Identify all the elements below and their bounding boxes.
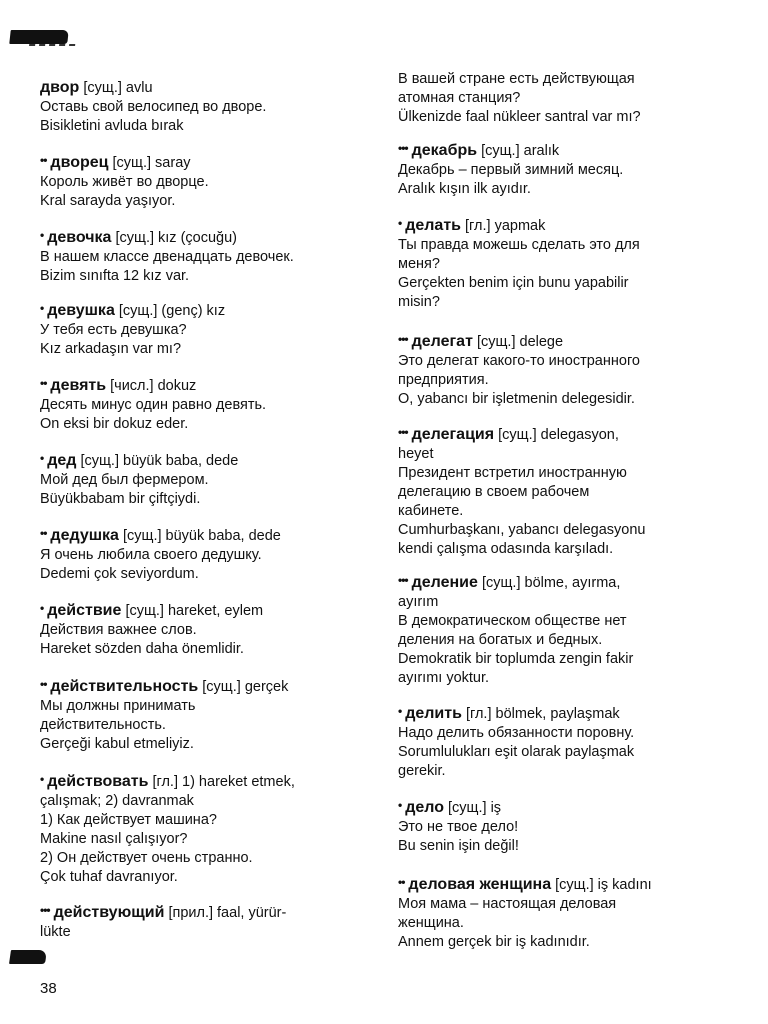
example-line: Это не твое дело!	[398, 819, 519, 835]
grammar-label: [гл.]	[465, 706, 492, 722]
example-line: Король живёт во дворце.	[40, 174, 209, 190]
example-line: Gerçeği kabul etmeliyiz.	[40, 736, 194, 752]
example-line: Annem gerçek bir iş kadınıdır.	[398, 934, 590, 950]
dictionary-entry	[40, 903, 385, 942]
example-line: Hareket sözden daha önemlidir.	[40, 641, 244, 657]
grammar-label: [сущ.]	[122, 528, 162, 544]
entry-headline	[40, 451, 385, 471]
dictionary-entry	[398, 332, 738, 409]
grammar-label: [гл.]	[152, 774, 178, 790]
dictionary-entry	[398, 573, 738, 688]
example-line: heyet	[398, 446, 434, 462]
headword: действовать	[47, 773, 149, 790]
frequency-marker: •••	[398, 425, 408, 439]
example-line: kendi çalışma odasında karşıladı.	[398, 541, 614, 557]
example-line: 2) Он действует очень странно.	[40, 850, 253, 866]
entry-headline	[398, 798, 738, 818]
headword: делать	[405, 217, 461, 234]
dictionary-entry	[398, 875, 738, 952]
example-line: Bizim sınıfta 12 kız var.	[40, 268, 190, 284]
frequency-marker: •••	[398, 573, 408, 587]
corner-tab-mark-bottom	[9, 950, 47, 964]
example-line: Я очень любила своего дедушку.	[40, 547, 262, 563]
grammar-label: [сущ.]	[83, 80, 122, 96]
example-line: атомная станция?	[398, 90, 521, 106]
frequency-marker: •	[40, 451, 44, 465]
frequency-marker: •	[398, 798, 402, 812]
example-line: деления на богатых и бедных.	[398, 632, 603, 648]
example-line: В демократическом обществе нет	[398, 613, 627, 629]
example-line: Demokratik bir toplumda zengin fakir	[398, 651, 634, 667]
frequency-marker: •••	[40, 903, 50, 917]
headword: девушка	[47, 302, 115, 319]
grammar-label: [числ.]	[110, 378, 154, 394]
example-line: Действия важнее слов.	[40, 622, 197, 638]
example-line: У тебя есть девушка?	[40, 322, 187, 338]
dictionary-entry	[398, 704, 738, 781]
frequency-marker: ••	[40, 677, 47, 691]
example-line: Bisikletini avluda bırak	[40, 118, 184, 134]
frequency-marker: ••	[40, 376, 47, 390]
entry-headline	[40, 78, 385, 98]
headword: дело	[405, 799, 444, 816]
dictionary-entry	[40, 677, 385, 754]
grammar-label: [гл.]	[465, 218, 491, 234]
example-line: ayırımı yoktur.	[398, 670, 490, 686]
example-line: Aralık kışın ilk ayıdır.	[398, 181, 531, 197]
translation: delegasyon,	[540, 427, 619, 443]
entry-headline	[398, 875, 738, 895]
example-line: Kral sarayda yaşıyor.	[40, 193, 176, 209]
frequency-marker: •	[40, 228, 44, 242]
entry-headline	[40, 677, 385, 697]
grammar-label: [сущ.]	[125, 603, 164, 619]
grammar-label: [сущ.]	[448, 800, 487, 816]
translation: saray	[155, 155, 191, 171]
entry-headline	[40, 526, 385, 546]
frequency-marker: •••	[398, 141, 408, 155]
example-line: Sorumlulukları eşit olarak paylaşmak	[398, 744, 635, 760]
headword: дед	[47, 452, 77, 469]
headword: девочка	[47, 229, 112, 246]
frequency-marker: •	[40, 772, 44, 786]
dictionary-entry	[40, 78, 385, 136]
dictionary-entry	[40, 451, 385, 509]
grammar-label: [сущ.]	[481, 575, 521, 591]
translation: dokuz	[157, 378, 197, 394]
example-line: Çok tuhaf davranıyor.	[40, 869, 178, 885]
frequency-marker: •	[398, 704, 402, 718]
grammar-label: [сущ.]	[118, 303, 158, 319]
grammar-label: [сущ.]	[115, 230, 154, 246]
dictionary-entry	[40, 772, 385, 887]
example-line: çalışmak; 2) davranmak	[40, 793, 194, 809]
entry-headline	[398, 216, 738, 236]
dictionary-entry	[40, 153, 385, 211]
translation: iş kadını	[597, 877, 652, 893]
frequency-marker: •	[40, 301, 44, 315]
frequency-marker: ••	[398, 875, 405, 889]
entry-headline	[40, 376, 385, 396]
entry-headline	[40, 772, 385, 792]
entry-headline	[398, 704, 738, 724]
entry-headline	[40, 301, 385, 321]
grammar-label: [сущ.]	[202, 679, 241, 695]
translation: iş	[490, 800, 502, 816]
headword: деление	[411, 574, 478, 591]
dictionary-entry	[398, 425, 738, 559]
example-line: Ülkenizde faal nükleer santral var mı?	[398, 109, 641, 125]
headword: действительность	[50, 678, 199, 695]
example-line: Ты правда можешь сделать это для	[398, 237, 640, 253]
entry-headline	[398, 332, 738, 352]
entry-headline	[398, 425, 738, 445]
entry-headline	[398, 573, 738, 593]
headword: делегат	[411, 333, 473, 350]
example-line: misin?	[398, 294, 440, 310]
dictionary-entry	[40, 526, 385, 584]
example-line: В нашем классе двенадцать девочек.	[40, 249, 294, 265]
translation: büyük baba, dede	[123, 453, 239, 469]
translation: bölme, ayırma,	[524, 575, 621, 591]
grammar-label: [сущ.]	[555, 877, 594, 893]
page-number: 38	[40, 980, 57, 997]
grammar-label: [сущ.]	[80, 453, 119, 469]
grammar-label: [сущ.]	[112, 155, 152, 171]
example-line: O, yabancı bir işletmenin delegesidir.	[398, 391, 635, 407]
example-line: Моя мама – настоящая деловая	[398, 896, 617, 912]
example-line: Dedemi çok seviyordum.	[40, 566, 199, 582]
headword: деловая женщина	[408, 876, 552, 893]
headword: действие	[47, 602, 122, 619]
translation: (genç) kız	[161, 303, 226, 319]
example-line: женщина.	[398, 915, 464, 931]
frequency-marker: ••	[40, 526, 47, 540]
dictionary-entry	[398, 70, 738, 127]
example-line: предприятия.	[398, 372, 489, 388]
translation: büyük baba, dede	[165, 528, 281, 544]
translation: yapmak	[494, 218, 546, 234]
entry-headline	[40, 903, 385, 923]
example-line: Декабрь – первый зимний месяц.	[398, 162, 624, 178]
frequency-marker: •	[398, 216, 402, 230]
dictionary-entry	[40, 601, 385, 659]
headword: дворец	[50, 154, 109, 171]
example-line: Президент встретил иностранную	[398, 465, 627, 481]
frequency-marker: •	[40, 601, 44, 615]
entry-headline	[398, 141, 738, 161]
grammar-label: [сущ.]	[498, 427, 537, 443]
example-line: On eksi bir dokuz eder.	[40, 416, 189, 432]
example-line: Cumhurbaşkanı, yabancı delegasyonu	[398, 522, 646, 538]
translation: avlu	[125, 80, 153, 96]
dictionary-entry	[40, 376, 385, 434]
example-line: действительность.	[40, 717, 166, 733]
translation: kız (çocuğu)	[158, 230, 238, 246]
dictionary-entry	[398, 141, 738, 199]
headword: двор	[40, 79, 80, 96]
headword: делить	[405, 705, 462, 722]
headword: декабрь	[411, 142, 478, 159]
example-line: делегацию в своем рабочем	[398, 484, 590, 500]
dictionary-entry	[398, 798, 738, 856]
grammar-label: [сущ.]	[481, 143, 520, 159]
example-line: Büyükbabam bir çiftçiydi.	[40, 491, 201, 507]
example-line: Kız arkadaşın var mı?	[40, 341, 182, 357]
example-line: Makine nasıl çalışıyor?	[40, 831, 188, 847]
example-line: 1) Как действует машина?	[40, 812, 217, 828]
example-line: Bu senin işin değil!	[398, 838, 519, 854]
entry-headline	[40, 601, 385, 621]
dictionary-entry	[40, 301, 385, 359]
translation: hareket, eylem	[167, 603, 264, 619]
grammar-label: [прил.]	[168, 905, 213, 921]
example-line: Мой дед был фермером.	[40, 472, 209, 488]
example-line: Оставь свой велосипед во дворе.	[40, 99, 267, 115]
dictionary-entry	[398, 216, 738, 312]
translation: gerçek	[244, 679, 289, 695]
example-line: В вашей стране есть действующая	[398, 71, 635, 87]
example-line: меня?	[398, 256, 440, 272]
corner-tab-mark	[9, 30, 68, 44]
headword: делегация	[411, 426, 495, 443]
dictionary-entry	[40, 228, 385, 286]
entry-headline	[40, 228, 385, 248]
frequency-marker: ••	[40, 153, 47, 167]
translation: aralık	[523, 143, 560, 159]
example-line: Gerçekten benim için bunu yapabilir	[398, 275, 629, 291]
headword: дедушка	[50, 527, 119, 544]
example-line: Десять минус один равно девять.	[40, 397, 267, 413]
example-line: Надо делить обязанности поровну.	[398, 725, 635, 741]
entry-headline	[40, 153, 385, 173]
headword: девять	[50, 377, 107, 394]
headword: действующий	[53, 904, 165, 921]
example-line: lükte	[40, 924, 71, 940]
example-line: gerekir.	[398, 763, 446, 779]
example-line: кабинете.	[398, 503, 464, 519]
translation: delege	[519, 334, 564, 350]
example-line: Мы должны принимать	[40, 698, 196, 714]
translation: faal, yürür-	[217, 905, 287, 921]
example-line: Это делегат какого-то иностранного	[398, 353, 640, 369]
translation: 1) hareket etmek,	[182, 774, 295, 790]
frequency-marker: •••	[398, 332, 408, 346]
example-line: ayırım	[398, 594, 439, 610]
translation: bölmek, paylaşmak	[495, 706, 620, 722]
grammar-label: [сущ.]	[476, 334, 516, 350]
